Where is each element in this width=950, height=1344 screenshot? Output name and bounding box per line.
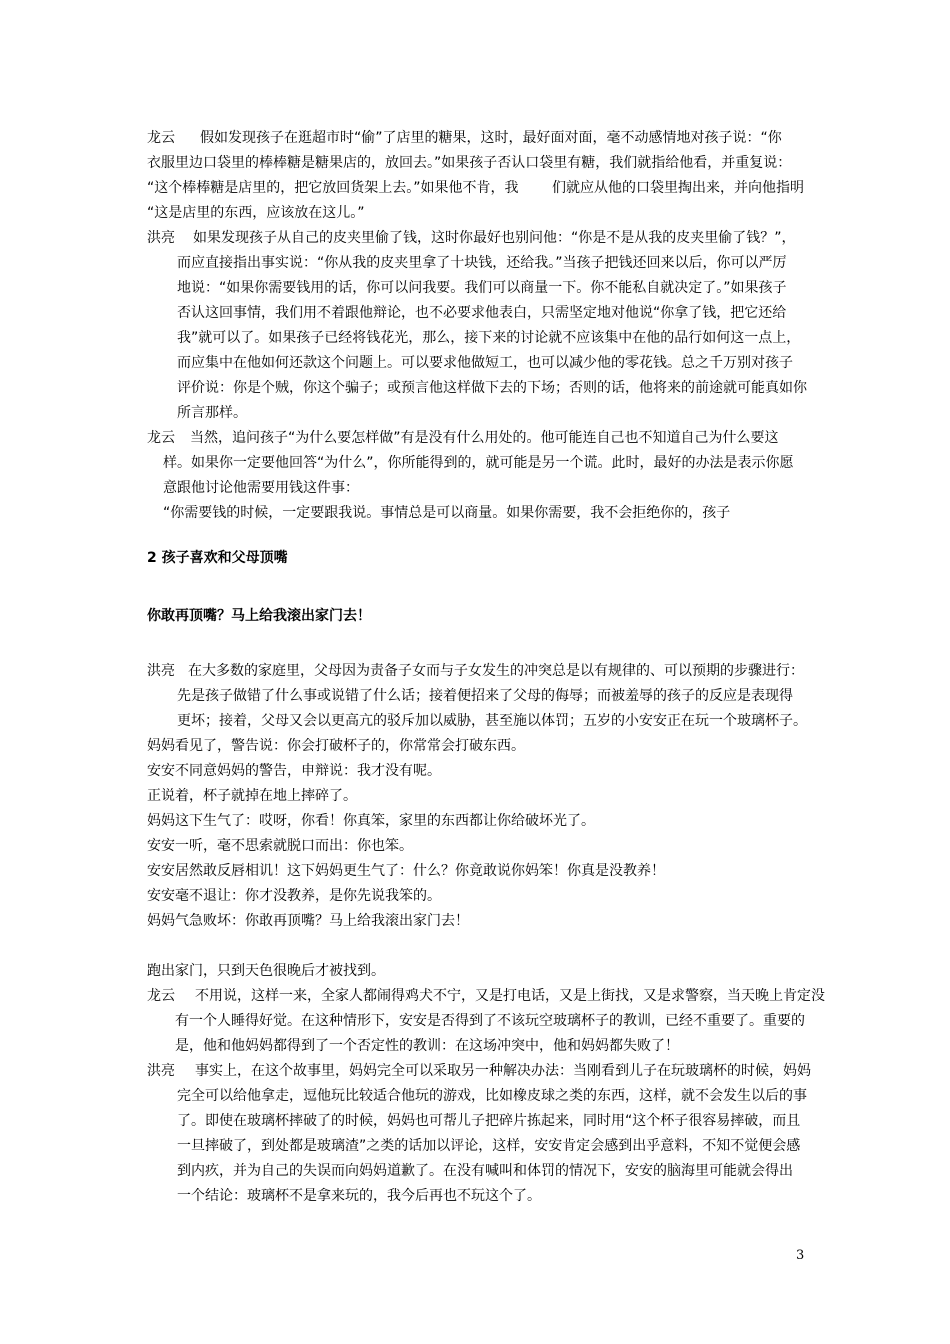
text-line: 评价说：你是个贼，你这个骗子；或预言他这样做下去的下场；否则的话，他将来的前途就可能真如你 [177,380,807,396]
dialog-line: 正说着，杯子就掉在地上摔碎了。 [147,788,357,804]
page-number: 3 [796,1248,805,1263]
text-line: 一旦摔破了，到处都是玻璃渣”之类的话加以评论，这样，安安肯定会感到出乎意料，不知不觉便会感 [177,1138,801,1154]
text-line: 完全可以给他拿走，逗他玩比较适合他玩的游戏，比如橡皮球之类的东西，这样，就不会发生以后的事 [177,1088,807,1104]
speaker-label: 洪亮 [147,230,175,246]
text-line: 意跟他讨论他需要用钱这件事： [163,480,359,496]
text-line: 地说：“如果你需要钱用的话，你可以问我要。我们可以商量一下。你不能私自就决定了。”如果孩子 [177,280,787,296]
text-line: 不用说，这样一来，全家人都闹得鸡犬不宁，又是打电话，又是上街找，又是求警察，当天晚上肯定没 [195,988,825,1004]
text-line: 是，他和他妈妈都得到了一个否定性的教训：在这场冲突中，他和妈妈都失败了！ [175,1038,679,1054]
text-line: 如果发现孩子从自己的皮夹里偷了钱，这时你最好也别问他：“你是不是从我的皮夹里偷了钱？”， [193,230,796,246]
text-line: 衣服里边口袋里的棒棒糖是糖果店的，放回去。”如果孩子否认口袋里有糖，我们就指给他看，并重复说： [147,155,792,171]
dialog-line: 安安毫不退让：你才没教养，是你先说我笨的。 [147,888,441,904]
speaker-label: 洪亮 [147,1063,175,1079]
text-line: “这个棒棒糖是店里的，把它放回货架上去。”如果他不肯，我 [147,180,519,196]
dialog-line: 安安不同意妈妈的警告，申辩说：我才没有呢。 [147,763,441,779]
text-line: 所言那样。 [177,405,247,421]
text-line: 我”就可以了。如果孩子已经将钱花光，那么，接下来的讨论就不应该集中在他的品行如何这一点上， [177,330,801,346]
text-line: 到内疚，并为自己的失误而向妈妈道歉了。在没有喊叫和体罚的情况下，安安的脑海里可能就会得出 [177,1163,793,1179]
dialog-line: 妈妈看见了，警告说：你会打破杯子的，你常常会打破东西。 [147,738,525,754]
dialog-line: 安安居然敢反唇相讥！这下妈妈更生气了：什么？你竟敢说你妈笨！你真是没教养！ [147,863,665,879]
text-line: 事实上，在这个故事里，妈妈完全可以采取另一种解决办法：当刚看到儿子在玩玻璃杯的时候，妈妈 [195,1063,811,1079]
speaker-label: 龙云 [147,988,175,1004]
dialog-line: 妈妈气急败坏：你敢再顶嘴？马上给我滚出家门去！ [147,913,469,929]
speaker-label: 洪亮 [147,663,175,679]
text-line: 更坏；接着，父母又会以更高亢的驳斥加以威胁，甚至施以体罚；五岁的小安安正在玩一个玻璃杯子。 [177,713,807,729]
text-line: 假如发现孩子在逛超市时“偷”了店里的糖果，这时，最好面对面，毫不动感情地对孩子说：“你 [200,130,782,146]
text-line: 跑出家门，只到天色很晚后才被找到。 [147,963,385,979]
text-line: “这是店里的东西，应该放在这儿。” [147,205,365,221]
dialog-line: 妈妈这下生气了：哎呀，你看！你真笨，家里的东西都让你给破坏光了。 [147,813,595,829]
text-line: “你需要钱的时候，一定要跟我说。事情总是可以商量。如果你需要，我不会拒绝你的，孩子 [163,505,731,521]
speaker-label: 龙云 [147,130,175,146]
text-line: 而应集中在他如何还款这个问题上。可以要求他做短工，也可以减少他的零花钱。总之千万别对孩子 [177,355,793,371]
text-line: 当然，追问孩子“为什么要怎样做”有是没有什么用处的。他可能连自己也不知道自己为什么要这 [190,430,779,446]
text-line: 先是孩子做错了什么事或说错了什么话；接着便招来了父母的侮辱；而被羞辱的孩子的反应是表现得 [177,688,793,704]
section-heading: 2 孩子喜欢和父母顶嘴 [147,550,288,566]
text-line: 有一个人睡得好觉。在这种情形下，安安是否得到了不该玩空玻璃杯子的教训，已经不重要了。重要的 [175,1013,805,1029]
text-line: 在大多数的家庭里，父母因为责备子女而与子女发生的冲突总是以有规律的、可以预期的步骤进行： [188,663,804,679]
text-line: 一个结论：玻璃杯不是拿来玩的，我今后再也不玩这个了。 [177,1188,541,1204]
text-line: 样。如果你一定要他回答“为什么”，你所能得到的，就可能是另一个谎。此时，最好的办法是表示你愿 [163,455,794,471]
text-line: 否认这回事情，我们用不着跟他辩论，也不必要求他表白，只需坚定地对他说“你拿了钱，把它还给 [177,305,787,321]
speaker-label: 龙云 [147,430,175,446]
text-line: 们就应从他的口袋里掏出来，并向他指明 [552,180,804,196]
text-line: 而应直接指出事实说：“你从我的皮夹里拿了十块钱，还给我。”当孩子把钱还回来以后，你可以严厉 [177,255,787,271]
section-subheading: 你敢再顶嘴？马上给我滚出家门去！ [147,608,371,624]
text-line: 了。即使在玻璃杯摔破了的时候，妈妈也可帮儿子把碎片拣起来，同时用“这个杯子很容易摔破，而且 [177,1113,801,1129]
dialog-line: 安安一听，毫不思索就脱口而出：你也笨。 [147,838,413,854]
